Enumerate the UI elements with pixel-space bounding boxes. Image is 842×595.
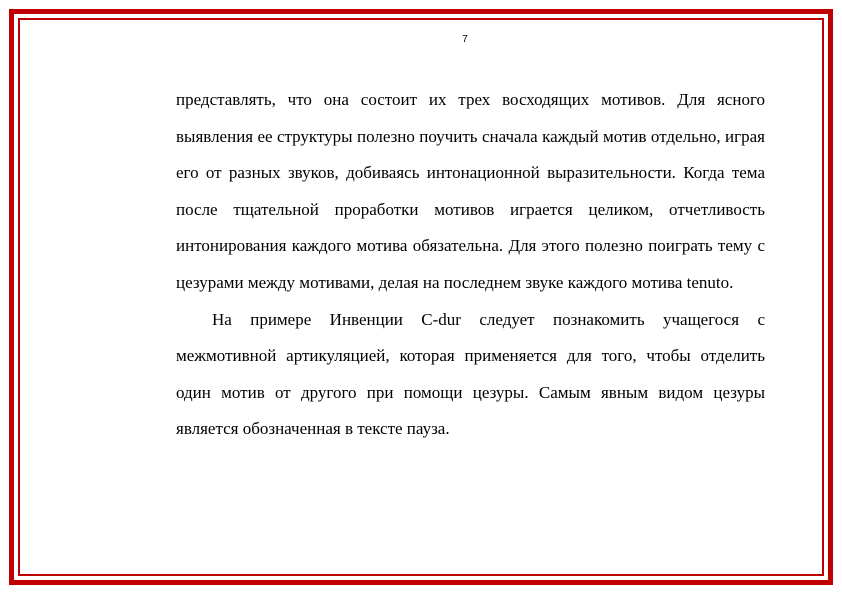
paragraph-invention-c-dur: На примере Инвенции C-dur следует познакомить учащегося с межмотивной артикуляцией, которая применяется для того, чтобы отделить один мотив от другого при помощи цезуры. Самым явным видом цезуры является обозначенная в тексте пауза.: [176, 309, 765, 439]
body-text: [176, 82, 765, 448]
paragraph-continued: представлять, что она состоит их трех восходящих мотивов. Для ясного выявления ее структуры полезно поучить сначала каждый мотив отдельно, играя его от разных звуков, добиваясь интонационной выразительности. Когда тема после тщательной проработки мотивов играется целиком, отчетливость интонирования каждого мотива обязательна. Для этого полезно поиграть тему с цезурами между мотивами, делая на последнем звуке каждого мотива tenuto.: [176, 90, 765, 292]
page-number: 7: [462, 34, 468, 45]
